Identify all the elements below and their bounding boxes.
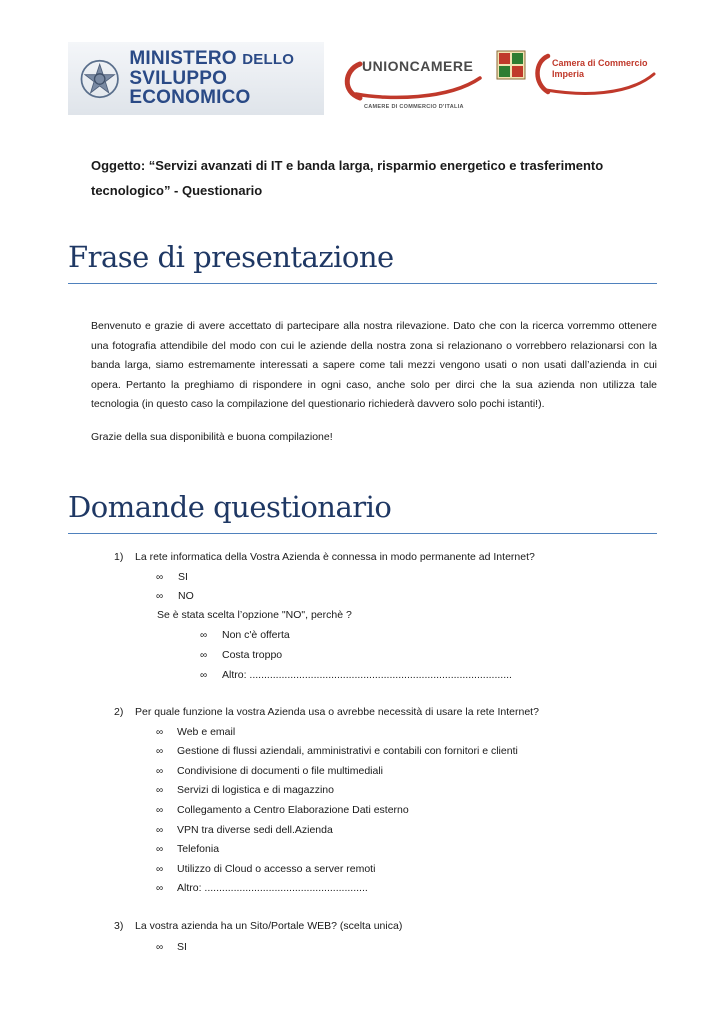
thanks-line: Grazie della sua disponibilità e buona compilazione! [91,431,333,443]
q1-followup: Se è stata scelta l’opzione "NO", perchè ? [157,609,352,621]
intro-paragraph: Benvenuto e grazie di avere accettato di partecipare alla nostra rilevazione. Dato che con la ricerca vorremmo ottenere una fotografia attendibile del modo con cui le aziende della nostra zona si relazionano o vorrebbero relazionarsi con la banda larga, siamo estremamente interessati a sapere come tali mezzi vengono usati o non usati dall’azienda in cui opera. Pertanto la preghiamo di rispondere in ogni caso, anche solo per dirci che la sua azienda non utilizza tale tecnologia (in questo caso la compilazione del questionario richiederà davvero solo pochi istanti!). [91,320,657,410]
section-heading-questions: Domande questionario [68,490,392,524]
q1-number: 1) [114,551,124,563]
q2-option[interactable]: VPN tra diverse sedi dell.Azienda [177,824,333,836]
mise-word-dello: DELLO [242,50,295,68]
bullet-icon: ∞ [200,650,208,661]
camera-commercio-logo [496,50,656,100]
bullet-icon: ∞ [156,942,164,953]
q1-option-si[interactable]: SI [178,571,188,583]
q1-option-no[interactable]: NO [178,590,194,602]
q1-sub-option[interactable]: Costa troppo [222,649,283,661]
camera-name-line1: Camera di Commercio [552,58,648,68]
bullet-icon: ∞ [156,805,164,816]
camera-name [552,58,648,81]
q2-text: Per quale funzione la vostra Azienda usa o avrebbe necessità di usare la rete Internet? [135,706,539,718]
q2-option-altro[interactable]: Altro: ........................................................ [177,882,368,894]
imperia-coat-of-arms-icon [496,50,526,80]
section-heading-presentation: Frase di presentazione [68,240,394,274]
bullet-icon: ∞ [156,591,164,602]
q2-number: 2) [114,706,124,718]
q2-option[interactable]: Telefonia [177,843,220,855]
bullet-icon: ∞ [156,727,164,738]
unioncamere-subtitle: CAMERE DI COMMERCIO D'ITALIA [364,104,464,110]
q3-option-si[interactable]: SI [177,941,187,953]
q1-sub-option-altro[interactable]: Altro: .......................................................................................... [222,669,512,681]
q2-option[interactable]: Servizi di logistica e di magazzino [177,784,334,796]
q1-sub-option[interactable]: Non c'è offerta [222,629,290,641]
heading-rule [68,283,657,284]
q2-option[interactable]: Utilizzo di Cloud o accesso a server remoti [177,863,376,875]
camera-name-line2: Imperia [552,69,585,80]
bullet-icon: ∞ [156,572,164,583]
bullet-icon: ∞ [156,864,164,875]
bullet-icon: ∞ [156,844,164,855]
q1-text: La rete informatica della Vostra Azienda è connessa in modo permanente ad Internet? [135,551,535,563]
subject [91,153,651,203]
bullet-icon: ∞ [156,883,164,894]
bullet-icon: ∞ [200,630,208,641]
q2-option[interactable]: Gestione di flussi aziendali, amministrativi e contabili con fornitori e clienti [177,745,518,757]
mise-word-ministero: MINISTERO [129,47,237,69]
q2-option[interactable]: Condivisione di documenti o file multimediali [177,765,384,777]
ministero-logo [68,42,324,115]
unioncamere-logo [338,48,488,120]
bullet-icon: ∞ [156,746,164,757]
heading-rule [68,533,657,534]
q2-option[interactable]: Collegamento a Centro Elaborazione Dati esterno [177,804,409,816]
bullet-icon: ∞ [156,766,164,777]
subject-line2: tecnologico” - Questionario [91,183,263,198]
q2-option[interactable]: Web e email [177,726,236,738]
q3-number: 3) [114,920,124,932]
q3-text: La vostra azienda ha un Sito/Portale WEB? (scelta unica) [135,920,403,932]
bullet-icon: ∞ [156,785,164,796]
bullet-icon: ∞ [156,825,164,836]
mise-word-sviluppo: SVILUPPO ECONOMICO [129,67,251,109]
bullet-icon: ∞ [200,670,208,681]
italian-emblem-icon [78,51,121,107]
unioncamere-name: UNIONCAMERE [362,58,474,74]
subject-line1: Oggetto: “Servizi avanzati di IT e banda larga, risparmio energetico e trasferimento [91,158,604,173]
